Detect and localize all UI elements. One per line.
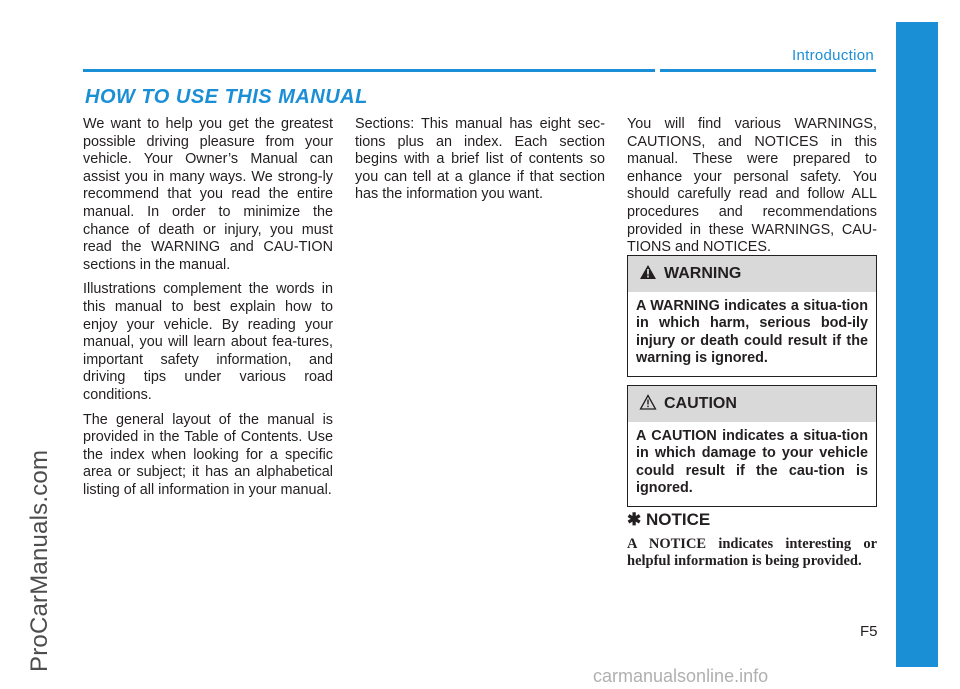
warning-box <box>627 255 877 377</box>
bottom-watermark: carmanualsonline.info <box>593 666 769 686</box>
warning-triangle-filled-icon <box>638 264 658 285</box>
notice-text: A NOTICE indicates interesting or helpful information is being provided. <box>627 536 877 569</box>
warning-text: A WARNING indicates a situa-tion in which harm, serious bod-ily injury or death could result if the warning is ignored. <box>636 298 868 367</box>
warning-title: WARNING <box>664 265 742 282</box>
column-middle <box>355 116 605 211</box>
page-number: F5 <box>860 623 878 640</box>
header-rule-right <box>660 69 876 72</box>
side-watermark: ProCarManuals.com <box>26 449 53 672</box>
side-accent-bar <box>896 22 938 667</box>
paragraph: The general layout of the manual is provided in the Table of Contents. Use the index when looking for a specific area or subject; it has an alphabetical listing of all information in your manual. <box>83 411 333 498</box>
paragraph: Sections: This manual has eight sec-tions plus an index. Each section begins with a brief list of contents so you can tell at a glance if that section has the information you want. <box>355 116 605 203</box>
asterisk-icon: ✱ <box>627 510 642 529</box>
section-title: HOW TO USE THIS MANUAL <box>85 86 368 108</box>
warning-header <box>628 256 876 292</box>
chapter-title: Introduction <box>792 47 874 64</box>
column-left <box>83 116 333 506</box>
paragraph: You will find various WARNINGS, CAUTIONS, and NOTICES in this manual. These were prepared to enhance your personal safety. You should carefully read and follow ALL procedures and recommendations provided in these WARNINGS, CAU-TIONS and NOTICES. <box>627 116 877 256</box>
notice-header <box>627 510 710 530</box>
notice-title: NOTICE <box>645 510 711 529</box>
warning-triangle-outline-icon <box>638 394 658 415</box>
caution-title: CAUTION <box>664 395 737 412</box>
paragraph: We want to help you get the greatest possible driving pleasure from your vehicle. Your Owner’s Manual can assist you in many ways. We strong-ly recommend that you read the entire manual. In order to minimize the chance of death or injury, you must read the WARNING and CAU-TION sections in the manual. <box>83 116 333 273</box>
caution-text: A CAUTION indicates a situa-tion in which damage to your vehicle could result if the cau-tion is ignored. <box>636 428 868 497</box>
paragraph: Illustrations complement the words in this manual to best explain how to enjoy your vehicle. By reading your manual, you will learn about fea-tures, important safety information, and driving tips under various road conditions. <box>83 281 333 403</box>
caution-box <box>627 385 877 507</box>
caution-header <box>628 386 876 422</box>
header-rule <box>83 69 655 72</box>
column-right <box>627 116 877 264</box>
